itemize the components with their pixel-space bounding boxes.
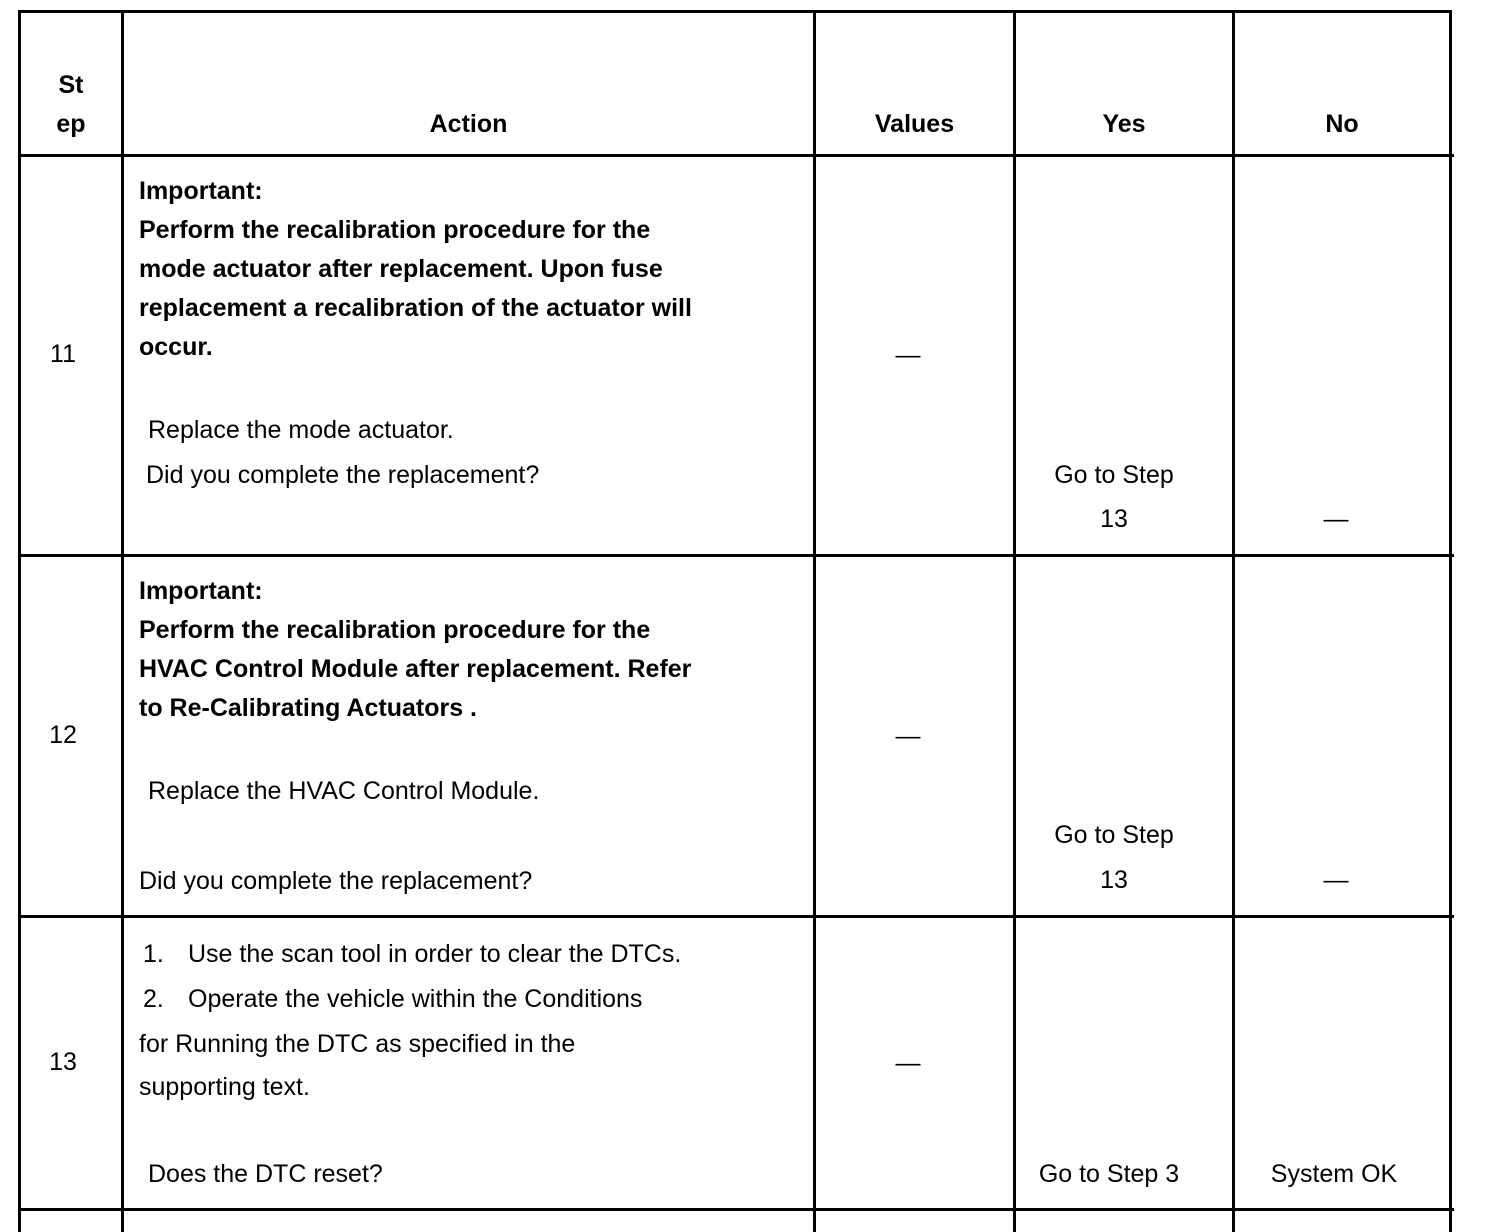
column-divider	[121, 10, 124, 1232]
important-text: occur.	[139, 333, 213, 361]
header-step-line1: St	[58, 71, 84, 99]
important-text: to Re-Calibrating Actuators .	[139, 694, 477, 722]
important-text: Perform the recalibration procedure for the	[139, 616, 651, 644]
column-divider	[1013, 10, 1016, 1232]
list-item-number: 1.	[143, 940, 164, 968]
row-divider	[18, 554, 1454, 557]
yes-cell-line1: Go to Step	[1054, 461, 1174, 489]
important-text: Perform the recalibration procedure for the	[139, 216, 651, 244]
instruction-text: Replace the mode actuator.	[148, 416, 454, 444]
important-label: Important:	[139, 177, 263, 205]
header-step	[21, 66, 121, 144]
values-cell: —	[895, 341, 921, 369]
values-cell: —	[895, 722, 921, 750]
continuation-text: for Running the DTC as specified in the	[139, 1030, 576, 1058]
list-item-number: 2.	[143, 985, 164, 1013]
important-text: replacement a recalibration of the actuator will	[139, 294, 692, 322]
row-divider	[18, 154, 1454, 157]
header-no: No	[1325, 110, 1359, 138]
row-divider	[18, 1208, 1454, 1211]
question-text: Did you complete the replacement?	[146, 461, 540, 489]
header-action: Action	[429, 110, 508, 138]
no-cell: System OK	[1270, 1160, 1398, 1188]
step-number: 11	[50, 340, 76, 368]
yes-cell-line1: Go to Step	[1054, 821, 1174, 849]
continuation-text: supporting text.	[139, 1073, 310, 1101]
row-divider	[18, 915, 1454, 918]
header-yes: Yes	[1102, 110, 1146, 138]
step-number: 12	[49, 721, 77, 749]
yes-cell: Go to Step 3	[1038, 1160, 1180, 1188]
no-cell: —	[1323, 866, 1349, 894]
list-item-text: Operate the vehicle within the Conditions	[188, 985, 643, 1013]
header-step-line2: ep	[56, 110, 86, 138]
yes-cell-line2: 13	[1100, 505, 1128, 533]
table-border-top	[18, 10, 1452, 13]
important-label: Important:	[139, 577, 263, 605]
step-number: 13	[49, 1048, 77, 1076]
yes-cell-line2: 13	[1100, 866, 1128, 894]
header-values: Values	[874, 110, 955, 138]
question-text: Does the DTC reset?	[148, 1160, 383, 1188]
important-text: HVAC Control Module after replacement. Refer	[139, 655, 692, 683]
instruction-text: Replace the HVAC Control Module.	[148, 777, 540, 805]
values-cell: —	[895, 1049, 921, 1077]
important-text: mode actuator after replacement. Upon fuse	[139, 255, 663, 283]
table-border-right	[1449, 10, 1452, 1232]
no-cell: —	[1323, 505, 1349, 533]
list-item-text: Use the scan tool in order to clear the DTCs.	[188, 940, 682, 968]
column-divider	[1232, 10, 1235, 1232]
question-text: Did you complete the replacement?	[139, 867, 533, 895]
